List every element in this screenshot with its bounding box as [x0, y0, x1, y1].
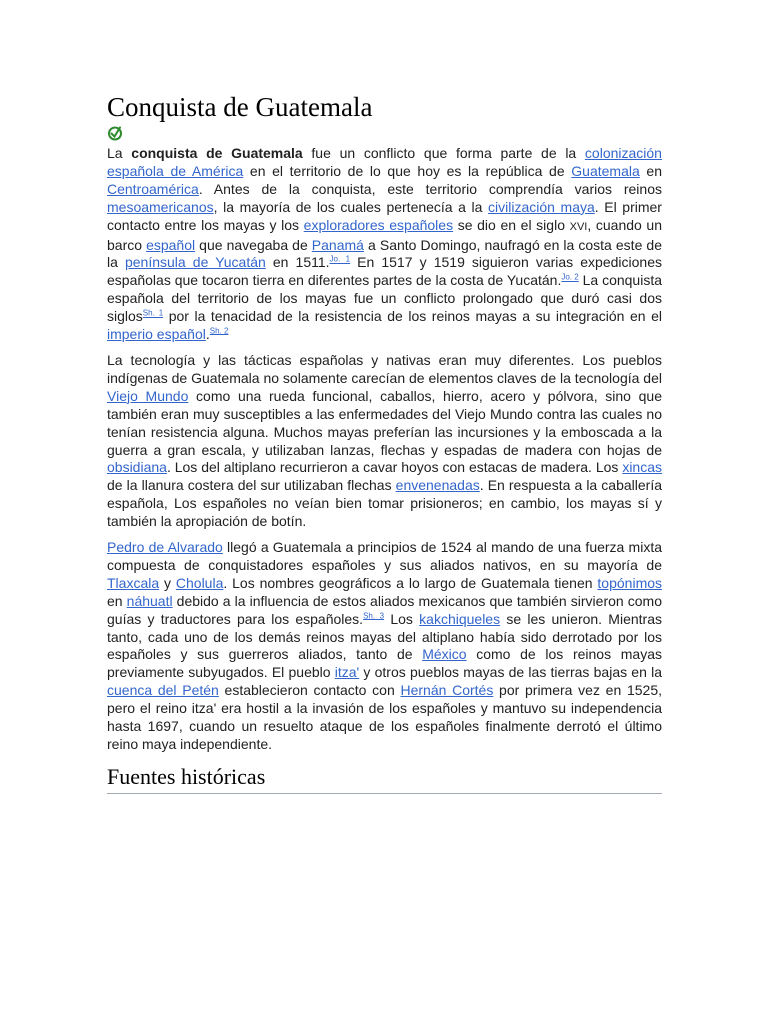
text: que navegaba de — [195, 236, 312, 253]
text: en — [639, 162, 662, 179]
citation-link[interactable]: Jo. 1 — [329, 254, 351, 264]
text: fue un conflicto que forma parte de la — [302, 145, 585, 161]
link-cuenca-del-peten[interactable]: cuenca del Petén — [107, 682, 219, 699]
link-yucatan[interactable]: península de Yucatán — [124, 254, 266, 271]
link-colonizacion[interactable]: colonización española de América — [107, 145, 662, 179]
link-hernan-cortes[interactable]: Hernán Cortés — [400, 682, 494, 699]
paragraph-intro — [107, 145, 662, 344]
page-title: Conquista de Guatemala — [107, 92, 373, 122]
text: La — [107, 145, 132, 161]
text: por primera vez en 1525, pero el reino itza' era hostil a la invasión de los españoles y mantuvo su independencia hasta 1697, cuando un resuelto ataque de los españoles finalmente derrotó el último reino maya independiente. — [107, 682, 662, 752]
link-mesoamericanos[interactable]: mesoamericanos — [107, 198, 214, 215]
link-envenenadas[interactable]: envenenadas — [395, 477, 480, 494]
text: de la llanura costera del sur utilizaban flechas — [107, 477, 396, 494]
citation — [330, 255, 351, 264]
citation — [363, 611, 384, 620]
text: . Antes de la conquista, este territorio comprendía varios reinos — [198, 180, 662, 197]
text: se dio en el siglo — [453, 216, 570, 233]
text: y — [159, 574, 176, 591]
citation-link[interactable]: Jo. 2 — [561, 272, 579, 282]
text: establecieron contacto con — [218, 682, 401, 699]
text: como de los reinos mayas previamente subyugados. El pueblo — [107, 646, 662, 681]
citation — [210, 326, 229, 335]
link-guatemala[interactable]: Guatemala — [571, 162, 640, 179]
citation — [561, 273, 578, 282]
text: por la tenacidad de la resistencia de los reinos mayas a su integración en el — [163, 308, 662, 325]
text: Los — [384, 610, 420, 627]
link-nahuatl[interactable]: náhuatl — [126, 592, 173, 609]
citation — [143, 309, 163, 318]
text: llegó a Guatemala a principios de 1524 al mando de una fuerza mixta compuesta de conquistadores españoles y sus aliados nativos, en su mayoría de — [107, 539, 662, 573]
text: en — [107, 592, 127, 609]
text: , la mayoría de los cuales pertenecía a la — [213, 198, 489, 215]
link-kakchiqueles[interactable]: kakchiqueles — [419, 610, 501, 627]
text: y otros pueblos mayas de las tierras bajas en la — [359, 664, 662, 681]
citation-link[interactable]: Sh. 3 — [363, 611, 385, 620]
paragraph-alvarado — [107, 539, 662, 754]
link-espanol[interactable]: español — [146, 236, 196, 253]
text: a Santo Domingo, naufragó en la costa este de la — [107, 236, 662, 271]
text: . Los nombres geográficos a lo largo de Guatemala tienen — [223, 574, 598, 591]
link-mexico[interactable]: México — [422, 646, 467, 663]
text: se les unieron. Mientras tanto, cada uno de los demás reinos mayas del altiplano había sido derrotado por los españoles y sus guerreros aliados, tanto de — [107, 610, 662, 663]
link-pedro-de-alvarado[interactable]: Pedro de Alvarado — [107, 539, 223, 556]
text: en el territorio de lo que hoy es la república de — [243, 162, 572, 179]
link-cholula[interactable]: Cholula — [175, 574, 224, 591]
good-article-check-icon — [107, 125, 123, 141]
text: . — [205, 326, 210, 343]
link-imperio-espanol[interactable]: imperio español — [107, 326, 206, 343]
text: . El primer contacto entre los mayas y los — [107, 198, 662, 233]
text: . Los del altiplano recurrieron a cavar hoyos con estacas de madera. Los — [166, 459, 623, 476]
text: La conquista española del territorio de los mayas fue un conflicto prolongado que duró casi dos siglos — [107, 272, 662, 325]
text: , cuando un barco — [107, 216, 663, 253]
link-exploradores[interactable]: exploradores españoles — [303, 216, 454, 233]
paragraph-technology — [107, 352, 662, 531]
text: La tecnología y las tácticas españolas y nativas eran muy diferentes. Los pueblos indígenas de Guatemala no solamente carecían de elementos claves de la tecnología del — [107, 351, 662, 386]
century-numeral: XVI — [569, 220, 588, 233]
article — [107, 90, 662, 794]
link-itza[interactable]: itza' — [334, 664, 360, 681]
text: En 1517 y 1519 siguieron varias expediciones españolas que tocaron tierra en diferentes partes de la costa de Yucatán. — [107, 254, 662, 289]
text: como una rueda funcional, caballos, hierro, acero y pólvora, sino que también eran muy susceptibles a las enfermedades del Viejo Mundo contra las cuales no tenían resistencia alguna. Muchos mayas preferían las incursiones y la emboscada a la guerra a gran escala, y utilizaban lanzas, flechas y espadas de madera con hojas de — [107, 387, 663, 458]
link-panama[interactable]: Panamá — [311, 236, 364, 253]
text: . En respuesta a la caballería española, Los españoles no veían bien tomar prisioneros; en cambio, los mayas sí y también la apropiación de botín. — [107, 477, 662, 530]
citation-link[interactable]: Sh. 1 — [142, 308, 164, 318]
link-toponimos[interactable]: topónimos — [597, 574, 663, 591]
text: debido a la influencia de estos aliados mexicanos que también sirvieron como guías y traductores para los españoles. — [107, 592, 662, 627]
link-viejo-mundo[interactable]: Viejo Mundo — [107, 387, 189, 404]
link-tlaxcala[interactable]: Tlaxcala — [107, 574, 160, 591]
bold-term: conquista de Guatemala — [131, 145, 303, 161]
link-obsidiana[interactable]: obsidiana — [107, 459, 167, 476]
text: en 1511. — [265, 254, 330, 271]
section-heading: Fuentes históricas — [107, 762, 662, 794]
link-centroamerica[interactable]: Centroamérica — [107, 180, 199, 197]
link-civilizacion-maya[interactable]: civilización maya — [488, 198, 595, 215]
link-xincas[interactable]: xincas — [622, 459, 662, 476]
citation-link[interactable]: Sh. 2 — [209, 326, 229, 336]
